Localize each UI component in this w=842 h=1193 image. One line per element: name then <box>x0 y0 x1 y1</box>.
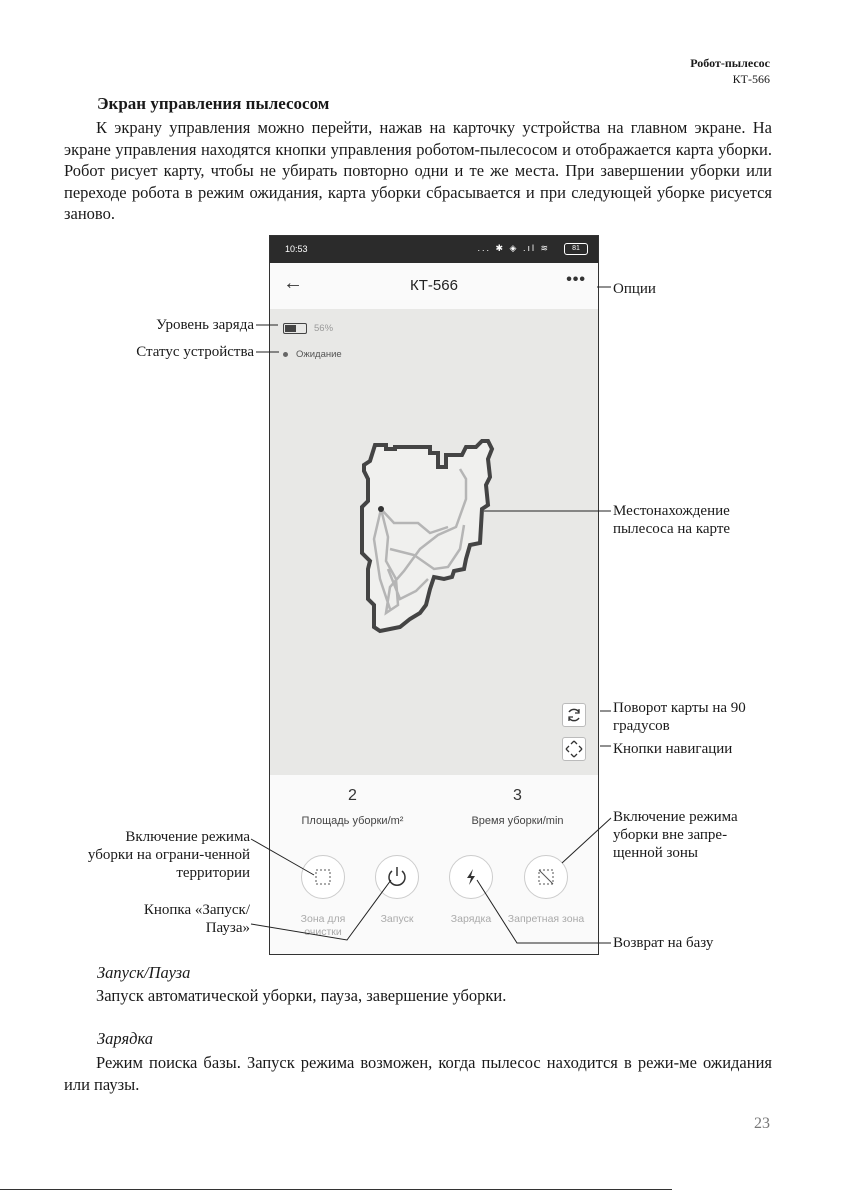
annotation-battery: Уровень заряда <box>156 317 254 333</box>
battery-level-value: 56% <box>314 323 334 335</box>
annotation-rotate: Поворот карты на 90 градусов <box>613 700 746 734</box>
status-icons: ... ✱ ◈ .ıl ≋ <box>477 243 550 253</box>
start-label: Запуск <box>380 913 414 925</box>
time-label: Время уборки/min <box>471 815 564 827</box>
area-label: Площадь уборки/m² <box>301 815 404 827</box>
annotation-status: Статус устройства <box>136 344 254 360</box>
header-model: КТ-566 <box>732 72 770 86</box>
annotation-options: Опции <box>613 281 656 297</box>
status-battery-icon: 81 <box>564 243 588 255</box>
more-options-icon[interactable]: ••• <box>566 271 586 288</box>
device-status-text: Ожидание <box>296 349 342 360</box>
area-value: 2 <box>348 787 357 804</box>
subsection-text-start: Запуск автоматической уборки, пауза, завершение уборки. <box>96 986 507 1005</box>
no-go-zone-label: Запретная зона <box>507 913 585 925</box>
charge-label: Зарядка <box>450 913 492 925</box>
time-value: 3 <box>513 787 522 804</box>
back-arrow-icon[interactable]: ← <box>283 272 303 294</box>
annotation-return-base: Возврат на базу <box>613 935 714 951</box>
section-title: Экран управления пылесосом <box>97 94 330 113</box>
intro-paragraph: К экрану управления можно перейти, нажав на карточку устройства на главном экране. На экране управления находятся кнопки управления роботом-пылесосом и отображается карта уборки. Робот рисует карту, чтобы не убирать повторно одни и те же места. При завершении уборки или переходе робота в режим ожидания, карта уборки сбрасывается и при следующей уборке рисуется заново. <box>64 118 772 224</box>
annotation-navigation: Кнопки навигации <box>613 741 733 757</box>
annotation-restricted-zone: Включение режима уборки вне запре-щенной зоны <box>613 809 738 861</box>
annotation-start-pause: Кнопка «Запуск/Пауза» <box>143 902 250 936</box>
footer-rule <box>0 1189 672 1190</box>
status-time: 10:53 <box>285 244 308 254</box>
subsection-title-charge: Зарядка <box>97 1029 154 1048</box>
annotation-limited-area: Включение режима уборки на ограни-ченной территории <box>87 829 250 881</box>
device-title: КТ-566 <box>410 277 458 294</box>
subsection-title-start: Запуск/Пауза <box>97 963 191 982</box>
annotation-location: Местонахождение пылесоса на карте <box>613 503 731 537</box>
page-number: 23 <box>754 1115 770 1132</box>
subsection-text-charge: Режим поиска базы. Запуск режима возможен, когда пылесос находится в режи-ме ожидания или паузы. <box>64 1053 772 1094</box>
header-title: Робот-пылесос <box>690 56 770 70</box>
zone-clean-label: Зона для очистки <box>300 913 346 938</box>
